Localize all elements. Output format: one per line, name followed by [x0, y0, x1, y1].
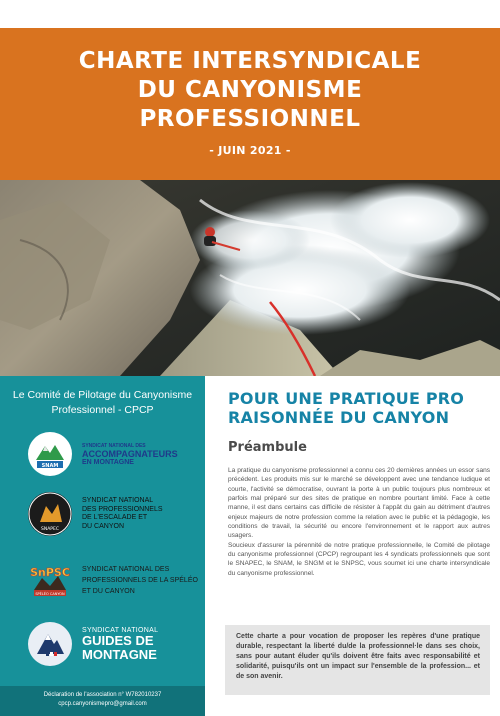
snapec-logo	[28, 492, 198, 536]
sngm-logo	[28, 622, 198, 666]
snapec-text-line-3: DE L'ESCALADE ET	[82, 514, 148, 521]
title-line-1: CHARTE INTERSYNDICALE	[78, 48, 422, 74]
snpsc-text	[82, 564, 198, 597]
canyon-photo	[0, 180, 500, 376]
cave-icon	[28, 556, 72, 600]
section-heading	[228, 389, 493, 427]
snapec-badge-text: SNAPEC	[41, 527, 59, 532]
snapec-emblem	[28, 492, 72, 536]
charter-callout: Cette charte a pour vocation de proposer les repères d'une pratique durable, respectant la liberté du/de la professionnel·le dans ses choix, sans pour autant éluder qu'ils doivent être faits avec responsabilité et solidarité, puisqu'ils ont un impact sur l'ensemble de la profession... et de son avenir.	[225, 625, 490, 695]
snapec-text-line-2: DES PROFESSIONNELS	[82, 505, 163, 513]
rock-icon	[28, 492, 72, 536]
sngm-text-line-2: GUIDES DE	[82, 632, 154, 648]
top-margin	[0, 0, 500, 28]
sidebar-title-line-2: Professionnel - CPCP	[51, 404, 154, 416]
sidebar-title-line-1: Le Comité de Pilotage du Canyonisme	[12, 389, 193, 401]
sngm-text	[82, 627, 158, 662]
sidebar-footer	[0, 686, 205, 716]
section-heading-line-1: POUR UNE PRATIQUE PRO	[228, 389, 465, 408]
snam-text-line-3: EN MONTAGNE	[82, 458, 134, 466]
document-date: - JUIN 2021 -	[209, 144, 291, 157]
sidebar	[0, 376, 205, 716]
sngm-text-line-3: MONTAGNE	[82, 646, 157, 662]
snam-text	[82, 443, 178, 466]
peak-icon	[28, 622, 72, 666]
snam-emblem	[28, 432, 72, 476]
association-declaration: Déclaration de l'association n° W782010237	[43, 692, 162, 698]
snpsc-text-line-1: SYNDICAT NATIONAL DES	[82, 565, 170, 573]
snam-text-line-2: ACCOMPAGNATEURS	[82, 448, 178, 459]
snpsc-emblem	[28, 556, 72, 600]
title-line-3: PROFESSIONNEL	[139, 106, 361, 132]
snpsc-text-line-2: PROFESSIONNELS DE LA SPÉLÉO	[82, 576, 198, 584]
title-line-2: DU CANYONISME	[137, 77, 363, 103]
header-banner	[0, 28, 500, 180]
main-content	[205, 376, 500, 716]
svg-text:SnPSC: SnPSC	[30, 566, 70, 579]
section-heading-line-2: RAISONNÉE DU CANYON	[228, 408, 450, 427]
paragraph-1: La pratique du canyonisme professionnel a connu ces 20 dernières années un essor sans précédent. Les produits mis sur le marché se développent avec une tendance ludique et courte, l'activité se démocratise, ouvrant la porte à un public toujours plus nombreux et parfois mal préparé sur des sites de pratique en nombre pourtant limité. Face à cette manne, il est dans certains cas difficile de résister à l'appât du gain au détriment d'autres enjeux majeurs de notre profession comme la relation avec le public et la pédagogie, les conditions de travail, la sécurité ou encore l'environnement et le rapport aux autres usagers.	[228, 467, 490, 540]
snpsc-logo	[28, 556, 198, 600]
preambule-body	[228, 466, 490, 578]
snapec-text	[82, 497, 163, 531]
snapec-text-line-1: SYNDICAT NATIONAL	[82, 497, 154, 504]
svg-text:SPÉLÉO CANYON: SPÉLÉO CANYON	[35, 592, 65, 596]
document-title	[0, 47, 500, 134]
mountain-icon	[28, 432, 72, 476]
sngm-text-line-1: SYNDICAT NATIONAL	[82, 626, 159, 634]
preambule-heading: Préambule	[228, 440, 307, 455]
snam-text-line-1: SYNDICAT NATIONAL DES	[82, 442, 146, 449]
snapec-text-line-4: DU CANYON	[82, 522, 125, 530]
canyon-photo-illustration	[0, 180, 500, 376]
snam-logo	[28, 432, 198, 476]
sidebar-title	[0, 388, 205, 418]
snpsc-text-line-3: ET DU CANYON	[82, 587, 135, 595]
snam-badge-text: SNAM	[41, 463, 59, 469]
paragraph-2: Soucieux d'assurer la pérennité de notre pratique professionnelle, le Comité de pilotage du canyonisme professionnel (CPCP) regroupant les 4 syndicats professionnels que sont le SNAPEC, le SNAM, le SNGM et le SNPSC, vous soumet ici une charte intersyndicale du canyonisme professionnel.	[228, 541, 490, 577]
contact-email: cpcp.canyonismepro@gmail.com	[58, 700, 147, 707]
sngm-emblem	[28, 622, 72, 666]
